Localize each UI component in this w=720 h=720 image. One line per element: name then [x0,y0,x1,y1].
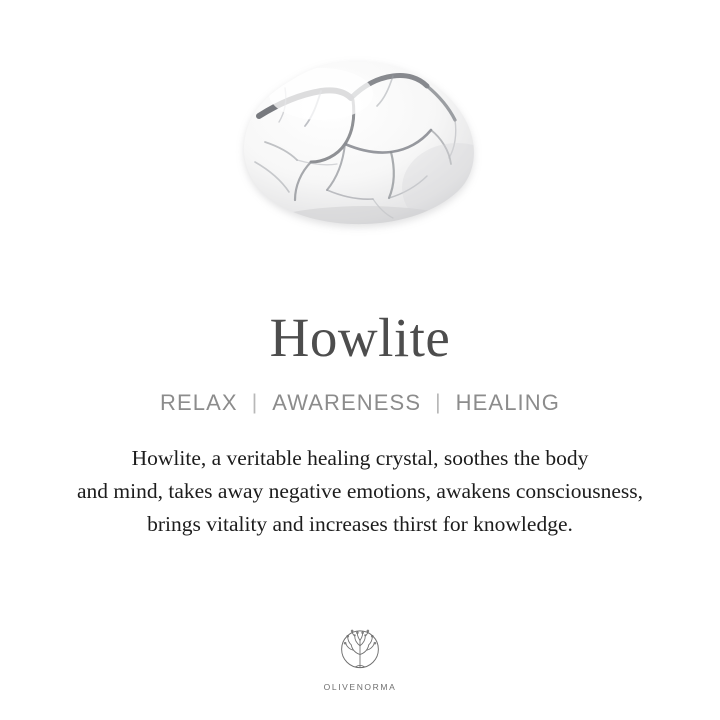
tree-of-life-icon [332,623,388,679]
stone-image-area [0,0,720,290]
white-howlite-tumbled-stone-icon [225,58,495,243]
page-title: Howlite [269,307,451,368]
keyword-awareness: AWARENESS [272,390,422,415]
keyword-separator: | [435,391,442,414]
keyword-relax: RELAX [160,390,238,415]
description-line: and mind, takes away negative emotions, awakens consciousness, [76,479,644,503]
description-line: brings vitality and increases thirst for knowledge. [147,512,573,536]
brand-name: OLIVENORMA [323,682,397,692]
howlite-stone-image [225,58,495,243]
keyword-separator: | [251,391,259,414]
brand-logo [0,623,720,692]
product-description [40,442,680,541]
keyword-list [160,390,560,416]
description-line: Howlite, a veritable healing crystal, soothes the body [131,446,589,470]
keyword-healing: HEALING [455,390,560,415]
